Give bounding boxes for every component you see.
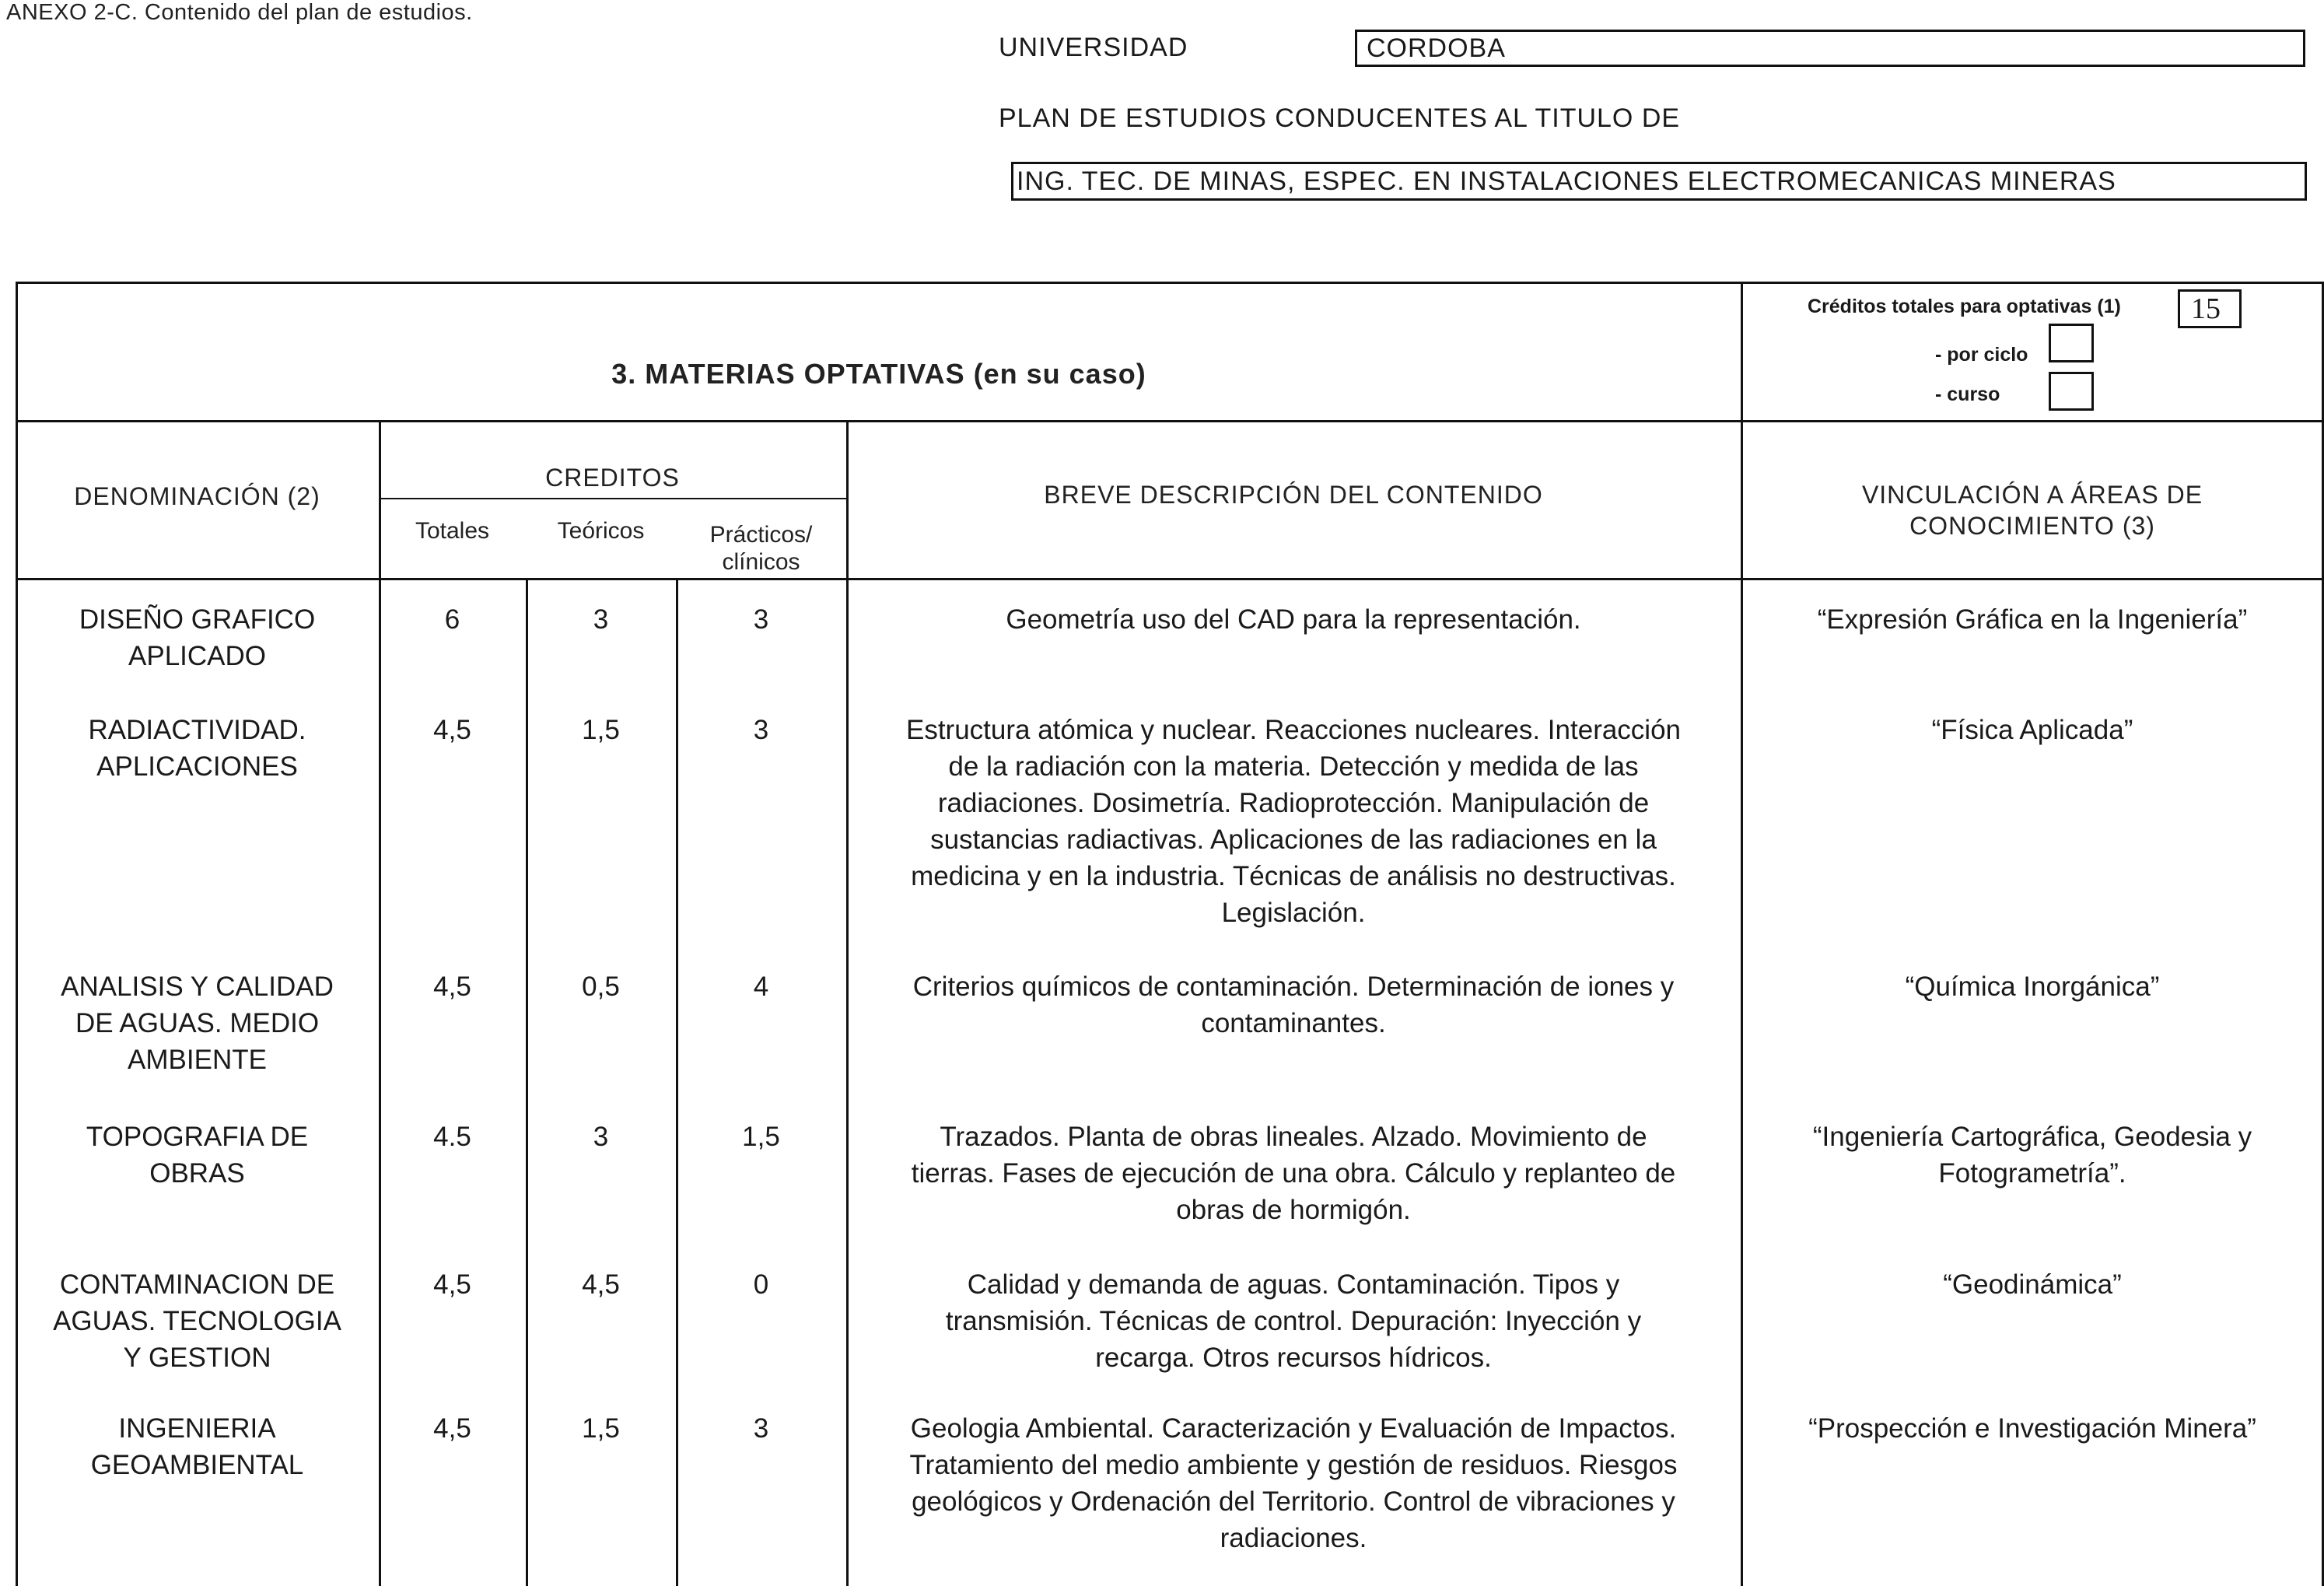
university-label: UNIVERSIDAD	[999, 33, 1188, 62]
description-line: Geometría uso del CAD para la representación.	[1006, 604, 1581, 635]
description-line: Geologia Ambiental. Caracterización y Evaluación de Impactos.	[910, 1413, 1677, 1444]
subject-name-line: AGUAS. TECNOLOGIA	[53, 1306, 341, 1336]
description-line: geológicos y Ordenación del Territorio. Control de vibraciones y	[912, 1486, 1675, 1517]
description-line: radiaciones. Dosimetría. Radioprotección. Manipulación de	[937, 788, 1650, 818]
curso-box	[2049, 372, 2094, 411]
credits-teoricos: 1,5	[582, 715, 620, 745]
knowledge-area-line: “Química Inorgánica”	[1905, 972, 2160, 1002]
credits-practicos: 3	[753, 604, 769, 635]
table-top-border	[16, 282, 2324, 284]
knowledge-area-line: “Geodinámica”	[1943, 1269, 2122, 1300]
description-line: obras de hormigón.	[1176, 1195, 1411, 1225]
plan-value-field: ING. TEC. DE MINAS, ESPEC. EN INSTALACIONES ELECTROMECANICAS MINERAS	[1011, 162, 2307, 201]
description-line: transmisión. Técnicas de control. Depuración: Inyección y	[945, 1306, 1642, 1336]
header-vinculacion-line1: VINCULACIÓN A ÁREAS DE	[1861, 481, 2203, 509]
credits-totales: 6	[444, 604, 460, 635]
header-totales: Totales	[415, 518, 490, 544]
subject-name-line: TOPOGRAFIA DE	[86, 1122, 309, 1152]
subject-name-line: AMBIENTE	[128, 1045, 267, 1075]
header-denominacion: DENOMINACIÓN (2)	[74, 482, 320, 510]
description-line: radiaciones.	[1220, 1523, 1367, 1553]
description-line: de la radiación con la materia. Detección y medida de las	[948, 751, 1639, 782]
credits-practicos: 4	[753, 972, 769, 1002]
knowledge-area-line: “Ingeniería Cartográfica, Geodesia y	[1812, 1122, 2252, 1152]
credits-teoricos: 3	[593, 1122, 609, 1152]
credits-teoricos: 1,5	[582, 1413, 620, 1444]
table-left-border	[16, 282, 18, 1586]
subject-name-line: DE AGUAS. MEDIO	[75, 1008, 320, 1038]
subject-name-line: APLICADO	[128, 641, 266, 671]
description-line: medicina y en la industria. Técnicas de análisis no destructivas.	[911, 861, 1676, 891]
header-vinculacion-line2: CONOCIMIENTO (3)	[1909, 512, 2155, 540]
optativas-credits-box: 15	[2178, 289, 2242, 328]
knowledge-area-line: “Prospección e Investigación Minera”	[1808, 1413, 2256, 1444]
header-descripcion: BREVE DESCRIPCIÓN DEL CONTENIDO	[1044, 481, 1543, 509]
description-line: Criterios químicos de contaminación. Determinación de iones y	[912, 972, 1675, 1002]
credits-totales: 4.5	[433, 1122, 471, 1152]
column-header-divider	[16, 578, 2324, 580]
credits-totales: 4,5	[433, 1269, 471, 1300]
knowledge-area-line: “Física Aplicada”	[1931, 715, 2133, 745]
subject-name-line: RADIACTIVIDAD.	[88, 715, 306, 745]
description-line: sustancias radiactivas. Aplicaciones de las radiaciones en la	[930, 825, 1657, 855]
plan-label: PLAN DE ESTUDIOS CONDUCENTES AL TITULO DE	[999, 103, 1681, 133]
header-creditos: CREDITOS	[545, 464, 680, 492]
header-practicos-line1: Prácticos/	[709, 522, 813, 548]
credits-teoricos: 0,5	[582, 972, 620, 1002]
subject-name-line: INGENIERIA	[118, 1413, 276, 1444]
subject-name-line: APLICACIONES	[96, 751, 298, 782]
description-line: Trazados. Planta de obras lineales. Alzado. Movimiento de	[940, 1122, 1647, 1152]
credits-totales: 4,5	[433, 1413, 471, 1444]
subject-name-line: Y GESTION	[123, 1343, 271, 1373]
subject-name-line: OBRAS	[149, 1158, 245, 1189]
credits-teoricos: 3	[593, 604, 609, 635]
por-ciclo-box	[2049, 324, 2094, 362]
section-title: 3. MATERIAS OPTATIVAS (en su caso)	[611, 358, 1146, 390]
optativas-credits-label: Créditos totales para optativas (1)	[1808, 296, 2121, 317]
subject-name-line: CONTAMINACION DE	[59, 1269, 335, 1300]
knowledge-area-line: Fotogrametría”.	[1938, 1158, 2126, 1189]
subject-name-line: DISEÑO GRAFICO	[79, 604, 316, 635]
credits-practicos: 3	[753, 715, 769, 745]
credits-totales: 4,5	[433, 972, 471, 1002]
description-line: recarga. Otros recursos hídricos.	[1095, 1343, 1492, 1373]
description-line: contaminantes.	[1201, 1008, 1386, 1038]
subject-name-line: ANALISIS Y CALIDAD	[61, 972, 334, 1002]
header-practicos-line2: clínicos	[722, 549, 800, 575]
description-line: Tratamiento del medio ambiente y gestión de residuos. Riesgos	[909, 1450, 1678, 1480]
credits-practicos: 3	[753, 1413, 769, 1444]
annex-title: ANEXO 2-C. Contenido del plan de estudios.	[6, 0, 473, 25]
credits-teoricos: 4,5	[582, 1269, 620, 1300]
credits-practicos: 1,5	[742, 1122, 780, 1152]
credits-practicos: 0	[753, 1269, 769, 1300]
description-line: tierras. Fases de ejecución de una obra. Cálculo y replanteo de	[911, 1158, 1676, 1189]
column-divider-areas	[1741, 282, 1743, 1586]
description-line: Estructura atómica y nuclear. Reacciones nucleares. Interacción	[905, 715, 1682, 745]
knowledge-area-line: “Expresión Gráfica en la Ingeniería”	[1817, 604, 2248, 635]
section-header-divider	[16, 420, 2324, 422]
curso-label: - curso	[1935, 383, 2000, 405]
credits-totales: 4,5	[433, 715, 471, 745]
por-ciclo-label: - por ciclo	[1935, 344, 2028, 366]
description-line: Legislación.	[1221, 898, 1366, 928]
university-value-field: CORDOBA	[1355, 30, 2305, 67]
creditos-subheader-divider	[379, 498, 846, 499]
description-line: Calidad y demanda de aguas. Contaminación. Tipos y	[967, 1269, 1620, 1300]
header-teoricos: Teóricos	[557, 518, 645, 544]
subject-name-line: GEOAMBIENTAL	[90, 1450, 304, 1480]
